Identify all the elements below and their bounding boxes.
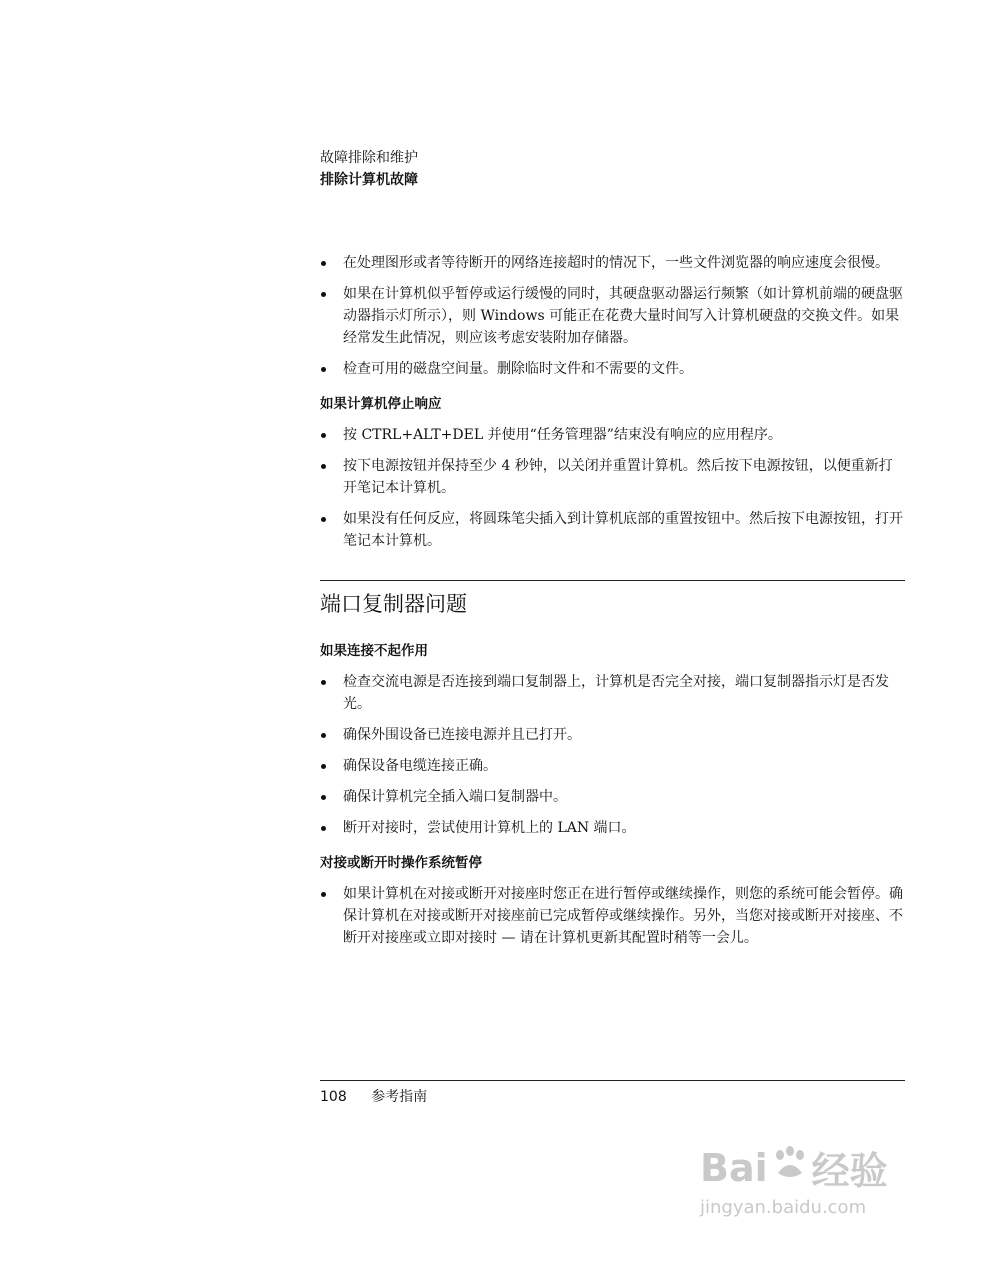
list-item: 如果在计算机似乎暂停或运行缓慢的同时，其硬盘驱动器运行频繁（如计算机前端的硬盘驱动器指示灯所示），则 Windows 可能正在花费大量时间写入计算机硬盘的交换文件。如果经常发生此情况，则应该考虑安装附加存储器。 (320, 283, 905, 349)
section-divider (320, 580, 905, 581)
list-item: 按 CTRL+ALT+DEL 并使用“任务管理器”结束没有响应的应用程序。 (320, 424, 905, 446)
bullet-icon (321, 261, 326, 266)
bullet-icon (321, 733, 326, 738)
list-item: 确保设备电缆连接正确。 (320, 755, 905, 777)
bullet-icon (321, 367, 326, 372)
not-working-heading: 如果连接不起作用 (320, 643, 428, 659)
running-header (320, 147, 418, 191)
list-item: 如果没有任何反应，将圆珠笔尖插入到计算机底部的重置按钮中。然后按下电源按钮，打开笔记本计算机。 (320, 508, 905, 552)
list-item: 如果计算机在对接或断开对接座时您正在进行暂停或继续操作，则您的系统可能会暂停。确保计算机在对接或断开对接座前已完成暂停或继续操作。另外，当您对接或断开对接座、不断开对接座或立即对接时 — 请在计算机更新其配置时稍等一会儿。 (320, 883, 905, 949)
bullet-icon (321, 517, 326, 522)
bullet-icon (321, 764, 326, 769)
list-item: 断开对接时，尝试使用计算机上的 LAN 端口。 (320, 817, 905, 839)
os-pause-heading: 对接或断开时操作系统暂停 (320, 855, 482, 871)
chapter-title: 故障排除和维护 (320, 150, 418, 166)
list-item: 检查交流电源是否连接到端口复制器上，计算机是否完全对接，端口复制器指示灯是否发光。 (320, 671, 905, 715)
list-item: 按下电源按钮并保持至少 4 秒钟，以关闭并重置计算机。然后按下电源按钮，以便重新打开笔记本计算机。 (320, 455, 905, 499)
page-footer (320, 1080, 905, 1107)
list-item: 在处理图形或者等待断开的网络连接超时的情况下，一些文件浏览器的响应速度会很慢。 (320, 252, 905, 274)
os-pause-list (320, 883, 905, 949)
bullet-icon (321, 433, 326, 438)
not-working-list (320, 671, 905, 839)
watermark (700, 1140, 930, 1240)
bullet-icon (321, 892, 326, 897)
section-title: 排除计算机故障 (320, 172, 418, 188)
bullet-icon (321, 826, 326, 831)
paw-icon (770, 1143, 810, 1192)
footer-divider (320, 1080, 905, 1081)
list-item: 检查可用的磁盘空间量。删除临时文件和不需要的文件。 (320, 358, 905, 380)
guide-title: 参考指南 (371, 1089, 428, 1105)
watermark-logo: Bai 经验 (700, 1140, 930, 1195)
intro-list (320, 252, 905, 380)
bullet-icon (321, 680, 326, 685)
list-item: 确保外围设备已连接电源并且已打开。 (320, 724, 905, 746)
list-item: 确保计算机完全插入端口复制器中。 (320, 786, 905, 808)
page-content (320, 252, 905, 958)
stop-responding-heading: 如果计算机停止响应 (320, 396, 442, 412)
stop-responding-list (320, 424, 905, 552)
bullet-icon (321, 795, 326, 800)
bullet-icon (321, 292, 326, 297)
watermark-url: jingyan.baidu.com (700, 1197, 867, 1218)
bullet-icon (321, 464, 326, 469)
port-replicator-title: 端口复制器问题 (320, 592, 467, 616)
page-number: 108 (320, 1089, 347, 1105)
